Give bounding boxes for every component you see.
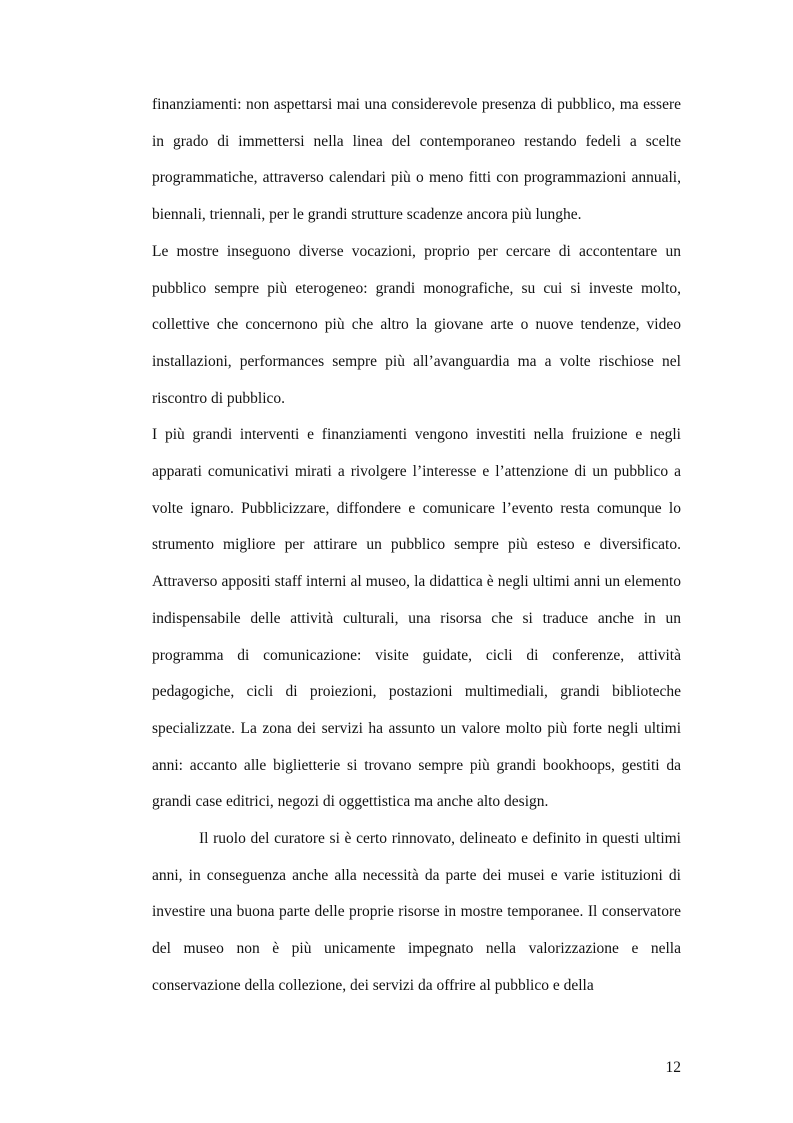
paragraph: finanziamenti: non aspettarsi mai una considerevole presenza di pubblico, ma essere in grado di immettersi nella linea del contemporaneo restando fedeli a scelte programmatiche, attraverso calendari più o meno fitti con programmazioni annuali, biennali, triennali, per le grandi strutture scadenze ancora più lunghe. [152,96,681,224]
paragraph: I più grandi interventi e finanziamenti vengono investiti nella fruizione e negli apparati comunicativi mirati a rivolgere l’interesse e l’attenzione di un pubblico a volte ignaro. Pubblicizzare, diffondere e comunicare l’evento resta comunque lo strumento migliore per attirare un pubblico sempre più esteso e diversificato. Attraverso appositi staff interni al museo, la didattica è negli ultimi anni un elemento indispensabile delle attività culturali, una risorsa che si traduce anche in un programma di comunicazione: visite guidate, cicli di conferenze, attività pedagogiche, cicli di proiezioni, postazioni multimediali, grandi biblioteche specializzate. La zona dei servizi ha assunto un valore molto più forte negli ultimi anni: accanto alle biglietterie si trovano sempre più grandi bookhoops, gestiti da grandi case editrici, negozi di oggettistica ma anche alto design. [152,426,681,811]
document-page [152,87,681,1005]
paragraph: Il ruolo del curatore si è certo rinnovato, delineato e definito in questi ultimi anni, in conseguenza anche alla necessità da parte dei musei e varie istituzioni di investire una buona parte delle proprie risorse in mostre temporanee. Il conservatore del museo non è più unicamente impegnato nella valorizzazione e nella conservazione della collezione, dei servizi da offrire al pubblico e della [152,830,681,994]
paragraph: Le mostre inseguono diverse vocazioni, proprio per cercare di accontentare un pubblico sempre più eterogeneo: grandi monografiche, su cui si investe molto, collettive che concernono più che altro la giovane arte o nuove tendenze, video installazioni, performances sempre più all’avanguardia ma a volte rischiose nel riscontro di pubblico. [152,242,681,407]
page-number: 12 [665,1059,681,1076]
